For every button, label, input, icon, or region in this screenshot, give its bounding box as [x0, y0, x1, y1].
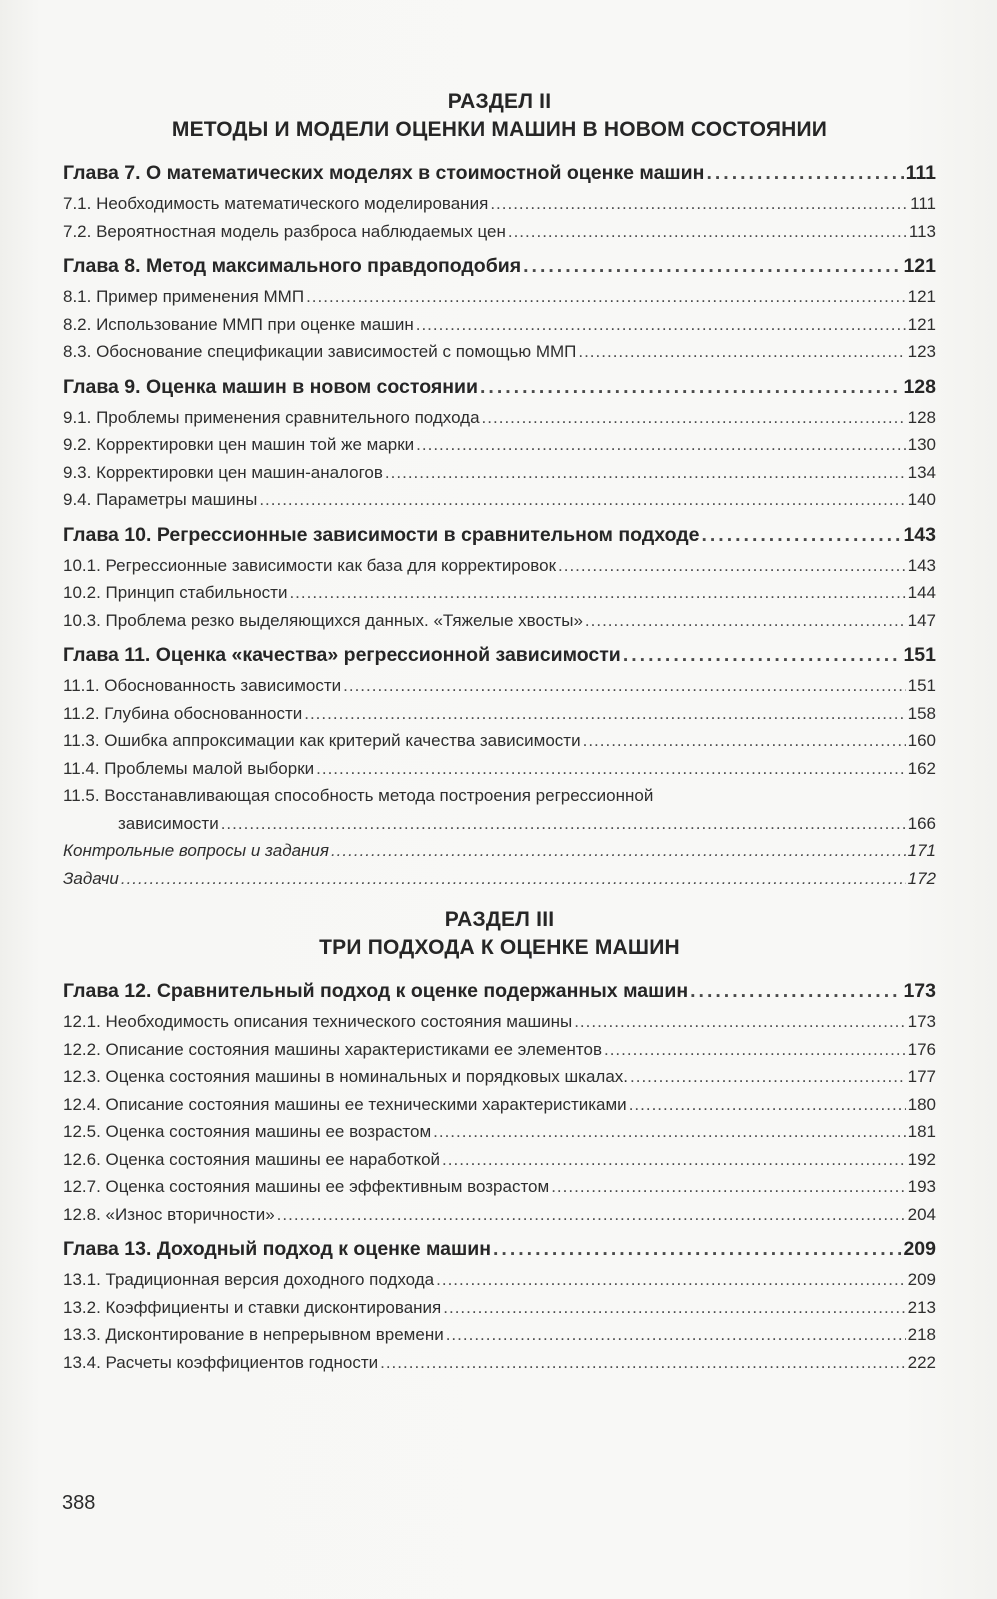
chapter-page: 121 [903, 255, 936, 277]
entry-page: 177 [907, 1067, 936, 1086]
dot-leader [446, 1321, 906, 1349]
chapter-title: Глава 12. Сравнительный подход к оценке подержанных машин [63, 980, 689, 1002]
entry-page: 222 [907, 1352, 936, 1372]
section-label: РАЗДЕЛ III [444, 908, 555, 931]
entry-page: 113 [908, 221, 936, 241]
entry-title: 10.3. Проблема резко выделяющихся данных. «Тяжелые хвосты» [63, 610, 583, 630]
dot-leader [574, 1008, 905, 1036]
entry-page: 173 [907, 1012, 936, 1031]
dot-leader [690, 974, 901, 1008]
dot-leader [385, 459, 906, 487]
dot-leader [289, 579, 905, 607]
entry-page: 147 [907, 610, 936, 630]
entry-page: 192 [907, 1149, 936, 1169]
entry-title: 11.2. Глубина обоснованности [63, 703, 303, 723]
dot-leader [482, 404, 906, 432]
dot-leader [433, 1118, 905, 1146]
chapter-page: 111 [905, 162, 936, 184]
chapter-title: Глава 13. Доходный подход к оценке машин [63, 1238, 491, 1260]
table-of-contents [63, 88, 936, 1376]
toc-entry[interactable] [63, 1173, 936, 1201]
section-label: РАЗДЕЛ II [447, 90, 552, 113]
entry-title: 13.3. Дисконтирование в непрерывном времени [63, 1325, 444, 1344]
entry-title: 7.2. Вероятностная модель разброса наблюдаемых цен [63, 221, 506, 241]
chapter-heading[interactable] [63, 1232, 936, 1266]
toc-entry-questions[interactable] [63, 837, 936, 865]
entry-title: 12.2. Описание состояния машины характеристиками ее элементов [63, 1039, 602, 1059]
section-heading [63, 88, 936, 144]
entry-page: 130 [907, 435, 936, 454]
toc-entry[interactable] [63, 1008, 936, 1036]
entry-page: 193 [907, 1177, 936, 1196]
chapter-heading[interactable] [63, 638, 936, 672]
entry-title: 13.2. Коэффициенты и ставки дисконтирования [63, 1297, 442, 1317]
dot-leader [442, 1146, 906, 1174]
dot-leader [490, 190, 908, 218]
dot-leader [416, 431, 905, 459]
chapter-heading[interactable] [63, 249, 936, 283]
entry-title: 9.1. Проблемы применения сравнительного подхода [63, 407, 480, 427]
entry-title: 9.2. Корректировки цен машин той же марки [63, 435, 415, 454]
entry-page: 111 [910, 194, 936, 213]
entry-title: 11.4. Проблемы малой выборки [63, 758, 315, 778]
toc-entry[interactable] [63, 404, 936, 432]
toc-entry[interactable] [63, 552, 936, 580]
toc-entry[interactable] [63, 1294, 936, 1322]
entry-title-line1: 11.5. Восстанавливающая способность метода построения регрессионной [63, 786, 654, 805]
dot-leader [343, 672, 906, 700]
entry-title: 12.6. Оценка состояния машины ее наработкой [63, 1149, 441, 1169]
entry-title: 12.3. Оценка состояния машины в номинальных и порядковых шкалах. [63, 1067, 629, 1086]
entry-page: 151 [907, 676, 936, 695]
entry-page: 213 [907, 1297, 936, 1317]
dot-leader [277, 1201, 906, 1229]
entry-page: 166 [907, 813, 936, 833]
toc-entry[interactable] [63, 1349, 936, 1377]
entry-title: 12.4. Описание состояния машины ее техническими характеристиками [63, 1094, 627, 1114]
entry-title: 7.1. Необходимость математического моделирования [63, 194, 489, 213]
dot-leader [508, 218, 907, 246]
entry-page: 123 [907, 342, 936, 361]
dot-leader [380, 1349, 906, 1377]
toc-entry[interactable] [63, 486, 936, 514]
entry-page: 218 [907, 1325, 936, 1344]
dot-leader [604, 1036, 906, 1064]
toc-entry[interactable] [63, 755, 936, 783]
dot-leader [416, 311, 906, 339]
entry-page: 134 [907, 462, 936, 482]
entry-title: 11.1. Обоснованность зависимости [63, 676, 342, 695]
dot-leader [583, 727, 906, 755]
entry-title: 13.1. Традиционная версия доходного подхода [63, 1270, 435, 1289]
chapter-page: 173 [903, 980, 936, 1002]
dot-leader [443, 1294, 905, 1322]
entry-page: 162 [907, 758, 936, 778]
dot-leader [316, 755, 905, 783]
entry-title: 8.2. Использование ММП при оценке машин [63, 314, 414, 334]
entry-page: 121 [907, 287, 936, 306]
entry-title: 12.1. Необходимость описания технического состояния машины [63, 1012, 573, 1031]
toc-entry-problems[interactable] [63, 865, 936, 893]
dot-leader [701, 518, 901, 552]
toc-entry[interactable] [63, 190, 936, 218]
chapter-page: 209 [903, 1238, 936, 1260]
dot-leader [221, 810, 906, 838]
toc-entry[interactable] [63, 1321, 936, 1349]
entry-title: 8.3. Обоснование спецификации зависимостей с помощью ММП [63, 342, 577, 361]
entry-page: 209 [907, 1270, 936, 1289]
entry-title: Контрольные вопросы и задания [63, 841, 329, 860]
toc-entry[interactable] [63, 579, 936, 607]
entry-title: 13.4. Расчеты коэффициентов годности [63, 1352, 379, 1372]
dot-leader [121, 865, 906, 893]
dot-leader [558, 552, 906, 580]
entry-page: 140 [907, 490, 936, 509]
toc-entry[interactable] [63, 607, 936, 635]
entry-title: 8.1. Пример применения ММП [63, 287, 305, 306]
toc-entry[interactable] [63, 700, 936, 728]
chapter-title: Глава 10. Регрессионные зависимости в сравнительном подходе [63, 523, 700, 546]
dot-leader [493, 1232, 901, 1266]
dot-leader [623, 638, 902, 672]
page-number: 388 [62, 1492, 96, 1514]
chapter-title: Глава 8. Метод максимального правдоподобия [63, 255, 522, 277]
toc-entry[interactable] [63, 283, 936, 311]
dot-leader [259, 486, 905, 514]
dot-leader [436, 1266, 906, 1294]
entry-title: 10.2. Принцип стабильности [63, 583, 288, 602]
entry-page: 171 [907, 841, 936, 860]
dot-leader [304, 700, 905, 728]
toc-entry[interactable] [63, 1146, 936, 1174]
entry-title: 12.8. «Износ вторичности» [63, 1204, 275, 1224]
toc-entry[interactable] [63, 1201, 936, 1229]
chapter-page: 143 [903, 523, 936, 546]
toc-entry[interactable] [63, 672, 936, 700]
toc-entry[interactable] [63, 727, 936, 755]
chapter-heading[interactable] [63, 518, 936, 552]
entry-title: 12.5. Оценка состояния машины ее возрастом [63, 1122, 432, 1141]
entry-page: 172 [907, 868, 936, 888]
entry-title: Задачи [63, 868, 119, 888]
entry-page: 204 [907, 1204, 936, 1224]
chapter-title: Глава 7. О математических моделях в стоимостной оценке машин [63, 162, 705, 184]
entry-title: 9.4. Параметры машины [63, 490, 258, 509]
entry-title: 10.1. Регрессионные зависимости как база для корректировок [63, 555, 557, 575]
toc-entry[interactable] [63, 459, 936, 487]
entry-page: 121 [907, 314, 936, 334]
entry-title: 9.3. Корректировки цен машин-аналогов [63, 462, 383, 482]
entry-page: 144 [907, 583, 936, 602]
chapter-title: Глава 9. Оценка машин в новом состоянии [63, 375, 478, 398]
toc-entry[interactable] [63, 431, 936, 459]
dot-leader [523, 249, 901, 283]
chapter-heading[interactable] [63, 156, 936, 190]
entry-page: 176 [907, 1039, 936, 1059]
toc-entry[interactable] [63, 1266, 936, 1294]
toc-entry[interactable] [63, 1036, 936, 1064]
chapter-title: Глава 11. Оценка «качества» регрессионной зависимости [63, 644, 621, 666]
section-title: МЕТОДЫ И МОДЕЛИ ОЦЕНКИ МАШИН В НОВОМ СОСТОЯНИИ [171, 118, 828, 141]
dot-leader [331, 837, 906, 865]
entry-page: 181 [907, 1122, 936, 1141]
entry-page: 160 [907, 731, 936, 750]
dot-leader [706, 156, 903, 190]
entry-page: 128 [907, 407, 936, 427]
dot-leader [578, 338, 905, 366]
chapter-heading[interactable] [63, 974, 936, 1008]
toc-entry[interactable] [63, 218, 936, 246]
toc-entry-multiline[interactable] [63, 782, 936, 837]
chapter-heading[interactable] [63, 370, 936, 404]
toc-entry[interactable] [63, 338, 936, 366]
entry-title-line2: зависимости [118, 813, 219, 833]
dot-leader [630, 1063, 906, 1091]
entry-page: 158 [907, 703, 936, 723]
toc-entry[interactable] [63, 1091, 936, 1119]
toc-entry[interactable] [63, 311, 936, 339]
chapter-page: 151 [903, 644, 936, 666]
section-heading [63, 906, 936, 962]
entry-title: 11.3. Ошибка аппроксимации как критерий качества зависимости [63, 731, 581, 750]
dot-leader [585, 607, 906, 635]
section-title: ТРИ ПОДХОДА К ОЦЕНКЕ МАШИН [319, 936, 680, 959]
dot-leader [551, 1173, 905, 1201]
dot-leader [480, 370, 901, 404]
toc-entry[interactable] [63, 1063, 936, 1091]
entry-title: 12.7. Оценка состояния машины ее эффективным возрастом [63, 1177, 550, 1196]
dot-leader [306, 283, 906, 311]
dot-leader [629, 1091, 906, 1119]
entry-page: 180 [907, 1094, 936, 1114]
toc-entry[interactable] [63, 1118, 936, 1146]
chapter-page: 128 [903, 375, 936, 398]
entry-page: 143 [907, 555, 936, 575]
